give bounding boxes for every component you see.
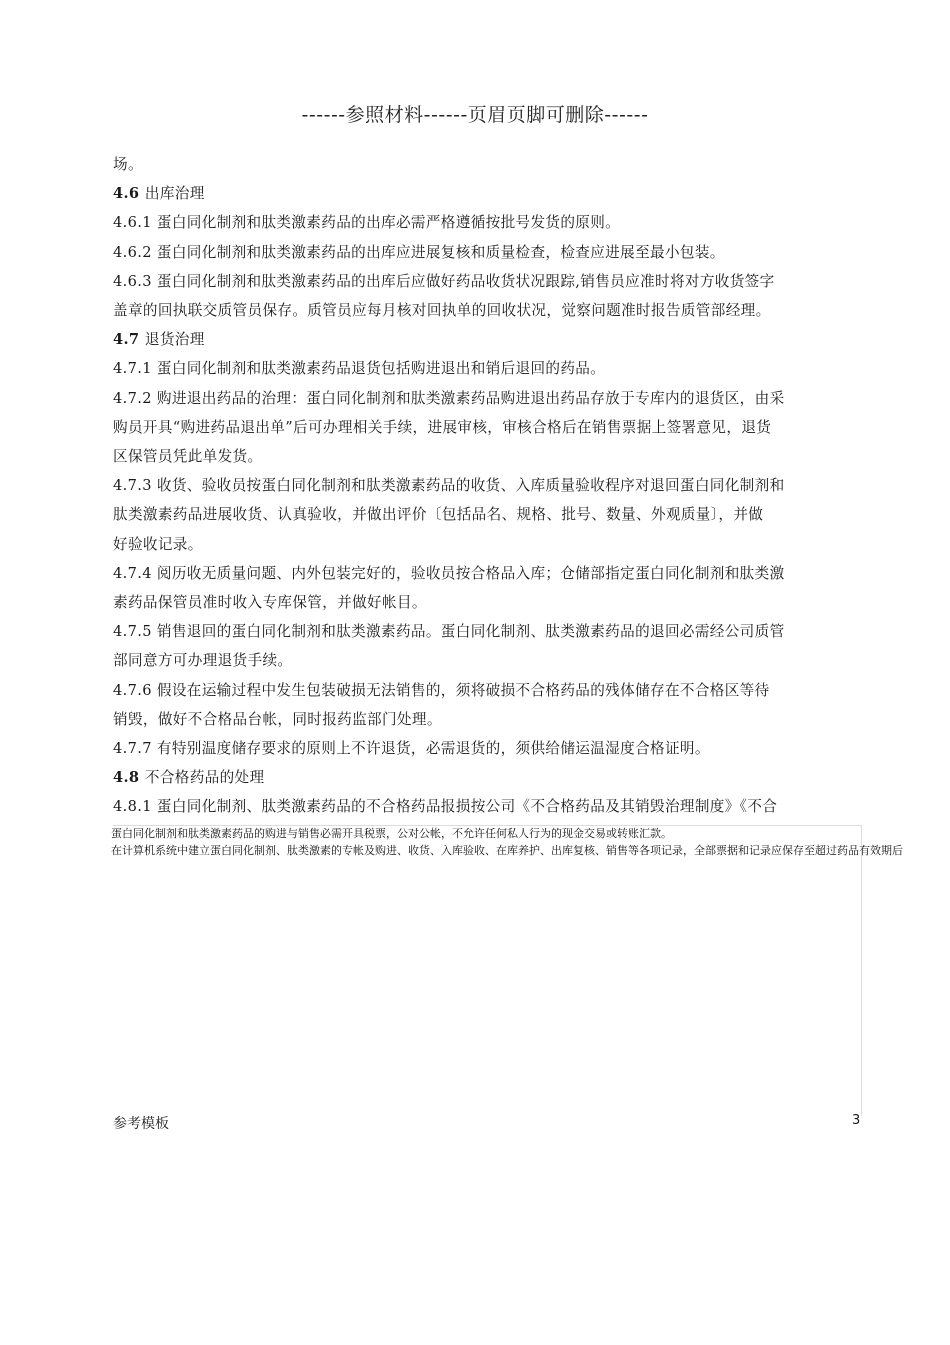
- text-line: 4.7.1 蛋白同化制剂和肽类激素药品退货包括购进退出和销后退回的药品。: [113, 360, 606, 378]
- section-title: 出库治理: [144, 185, 205, 203]
- text-line: 肽类激素药品进展收货、认真验收，并做出评价〔包括品名、规格、批号、数量、外观质量〕，并做: [113, 506, 764, 524]
- overlay-line: 在计算机系统中建立蛋白同化制剂、肽类激素的专帐及购进、收货、入库验收、在库养护、出库复核、销售等各项记录，全部票据和记录应保存至超过药品有效期后: [111, 844, 903, 857]
- section-heading-4-7: [113, 325, 878, 354]
- text-line: 4.7.4 阅历收无质量问题、内外包装完好的，验收员按合格品入库；仓储部指定蛋白同化制剂和肽类激: [113, 564, 785, 582]
- section-heading-4-8: [113, 763, 878, 792]
- text-line: 4.6.3 蛋白同化制剂和肽类激素药品的出库后应做好药品收货状况跟踪,销售员应准时将对方收货签字: [113, 272, 775, 290]
- text-frame-border: [113, 825, 862, 1116]
- text-line: 好验收记录。: [113, 535, 203, 553]
- text-line: 4.8.1 蛋白同化制剂、肽类激素药品的不合格药品报损按公司《不合格药品及其销毁治理制度》《不合: [113, 798, 778, 816]
- text-line: 盖章的回执联交质管员保存。质管员应每月核对回执单的回收状况，觉察问题准时报告质管部经理。: [113, 302, 771, 320]
- section-number: 4.7: [113, 331, 140, 349]
- section-number: 4.6: [113, 185, 140, 203]
- text-line: 4.7.5 销售退回的蛋白同化制剂和肽类激素药品。蛋白同化制剂、肽类激素药品的退回必需经公司质管: [113, 623, 785, 641]
- text-line: 购员开具“购进药品退出单”后可办理相关手续，进展审核，审核合格后在销售票据上签署意见，退货: [113, 418, 772, 436]
- text-line: 场。: [113, 156, 143, 173]
- text-line: 区保管员凭此单发货。: [113, 448, 263, 466]
- text-line: 4.7.3 收货、验收员按蛋白同化制剂和肽类激素药品的收货、入库质量验收程序对退回蛋白同化制剂和: [113, 477, 785, 495]
- text-line: 4.6.2 蛋白同化制剂和肽类激素药品的出库应进展复核和质量检查，检查应进展至最小包装。: [113, 243, 725, 261]
- text-line: 4.6.1 蛋白同化制剂和肽类激素药品的出库必需严格遵循按批号发货的原则。: [113, 214, 621, 232]
- page-number: 3: [852, 1113, 861, 1128]
- section-title: 不合格药品的处理: [144, 769, 265, 787]
- overlay-line: 蛋白同化制剂和肽类激素药品的购进与销售必需开具税票，公对公帐，不允许任何私人行为的现金交易或转账汇款。: [111, 827, 672, 840]
- text-line: 4.7.2 购进退出药品的治理：蛋白同化制剂和肽类激素药品购进退出药品存放于专库内的退货区，由采: [113, 389, 785, 407]
- section-number: 4.8: [113, 769, 140, 787]
- text-line: 部同意方可办理退货手续。: [113, 652, 293, 670]
- body-text: [113, 150, 878, 822]
- section-title: 退货治理: [144, 331, 205, 349]
- text-line: 4.7.7 有特别温度储存要求的原则上不许退货，必需退货的，须供给储运温湿度合格证明。: [113, 740, 710, 758]
- text-line: 销毁，做好不合格品台帐，同时报药监部门处理。: [113, 710, 442, 728]
- footer-label: 参考模板: [113, 1116, 169, 1132]
- page-header: ------参照材料------页眉页脚可删除------: [301, 104, 649, 126]
- text-line: 素药品保管员准时收入专库保管，并做好帐目。: [113, 594, 427, 612]
- text-line: 4.7.6 假设在运输过程中发生包装破损无法销售的，须将破损不合格药品的残体储存在不合格区等待: [113, 681, 770, 699]
- section-heading-4-6: [113, 179, 878, 208]
- overlay-text-box: [111, 825, 950, 859]
